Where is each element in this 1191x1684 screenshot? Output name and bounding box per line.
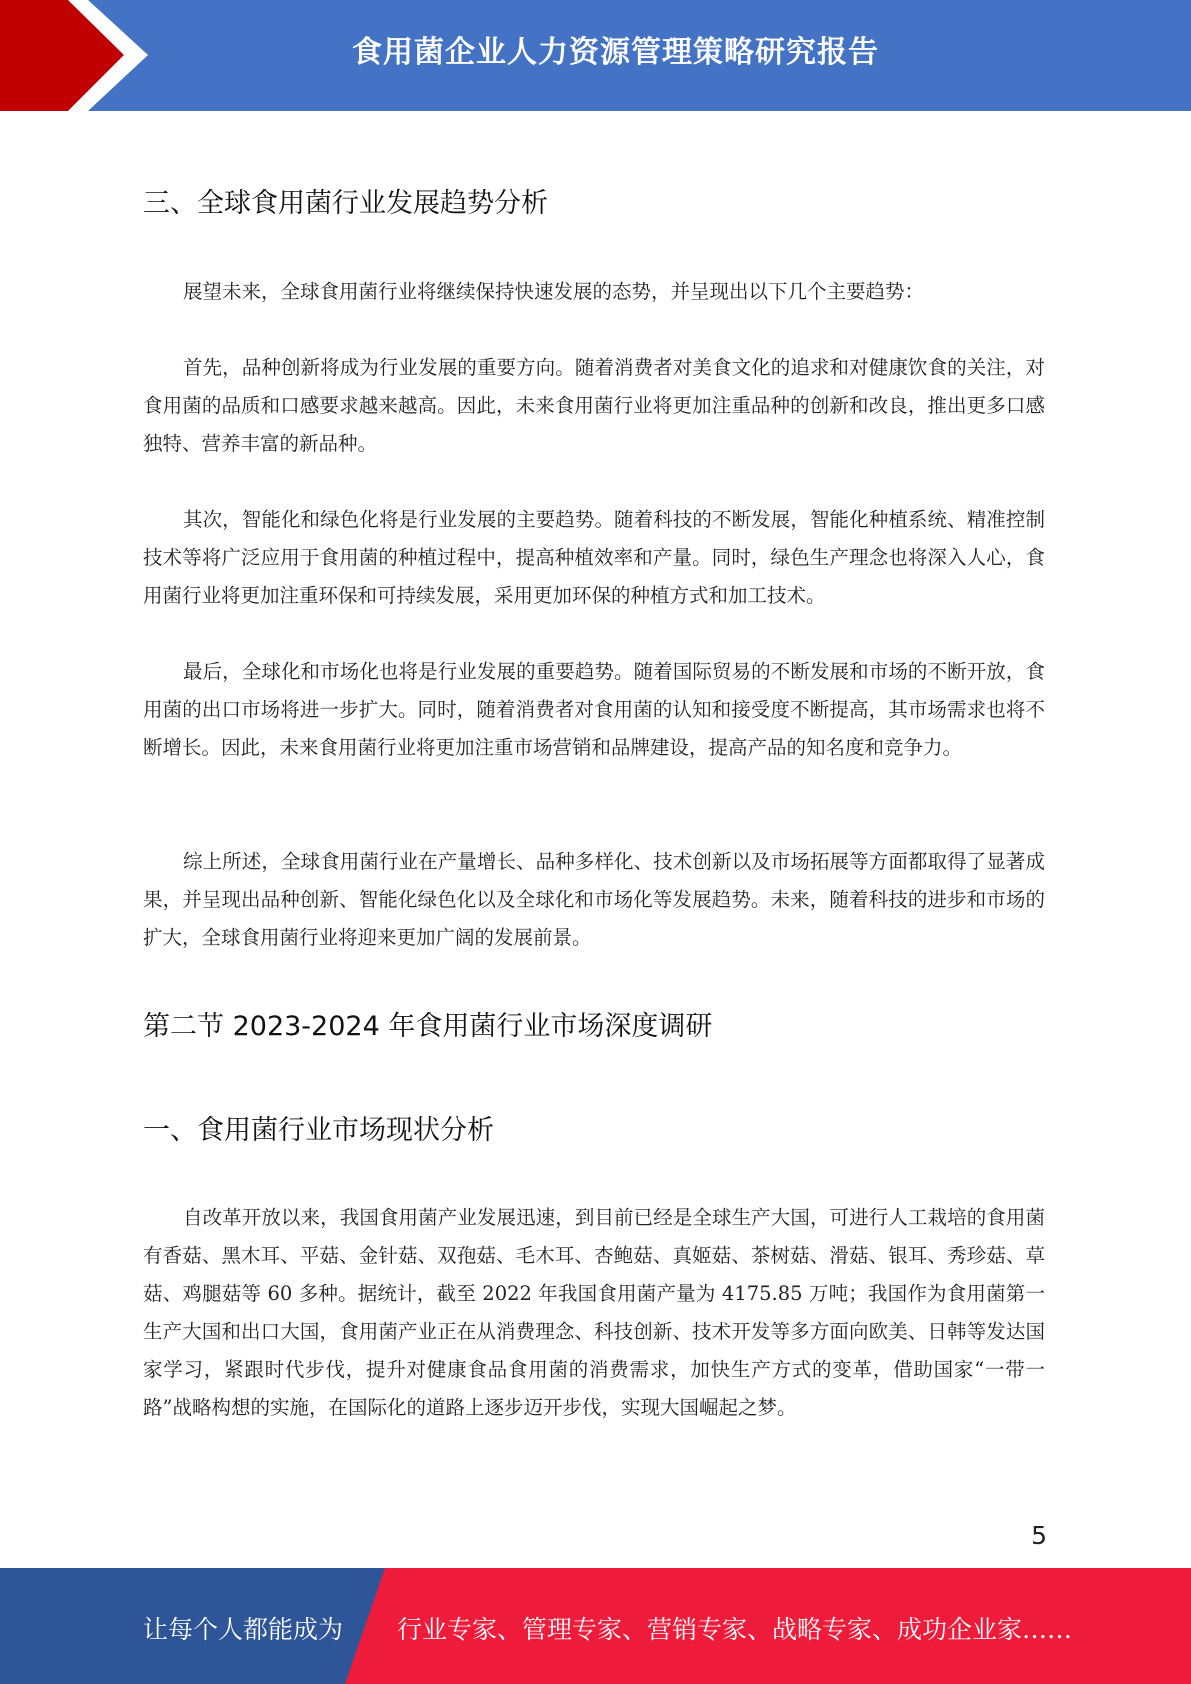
section-heading-global-trends: 三、全球食用菌行业发展趋势分析	[143, 188, 548, 219]
paragraph-globalization: 最后，全球化和市场化也将是行业发展的重要趋势。随着国际贸易的不断发展和市场的不断开放，食用菌的出口市场将进一步扩大。同时，随着消费者对食用菌的认知和接受度不断提高，其市场需求也将不断增长。因此，未来食用菌行业将更加注重市场营销和品牌建设，提高产品的知名度和竞争力。	[143, 660, 1045, 759]
paragraph-smart-green: 其次，智能化和绿色化将是行业发展的主要趋势。随着科技的不断发展，智能化种植系统、精准控制技术等将广泛应用于食用菌的种植过程中，提高种植效率和产量。同时，绿色生产理念也将深入人心，食用菌行业将更加注重环保和可持续发展，采用更加环保的种植方式和加工技术。	[143, 508, 1045, 607]
report-title: 食用菌企业人力资源管理策略研究报告	[352, 35, 879, 70]
paragraph-summary: 综上所述，全球食用菌行业在产量增长、品种多样化、技术创新以及市场拓展等方面都取得了显著成果，并呈现出品种创新、智能化绿色化以及全球化和市场化等发展趋势。未来，随着科技的进步和市场的扩大，全球食用菌行业将迎来更加广阔的发展前景。	[143, 850, 1045, 949]
page-header	[0, 0, 1191, 111]
chapter-heading-market-research: 第二节 2023-2024 年食用菌行业市场深度调研	[143, 1011, 713, 1042]
page-number: 5	[1031, 1521, 1047, 1550]
footer-slogan-left: 让每个人都能成为	[143, 1615, 344, 1644]
paragraph-market-status: 自改革开放以来，我国食用菌产业发展迅速，到目前已经是全球生产大国，可进行人工栽培的食用菌有香菇、黑木耳、平菇、金针菇、双孢菇、毛木耳、杏鲍菇、真姬菇、茶树菇、滑菇、银耳、秀珍菇、草菇、鸡腿菇等 60 多种。据统计，截至 2022 年我国食用菌产量为 4175.85 万吨；我国作为食用菌第一生产大国和出口大国，食用菌产业正在从消费理念、科技创新、技术开发等多方面向欧美、日韩等发达国家学习，紧跟时代步伐，提升对健康食品食用菌的消费需求，加快生产方式的变革，借助国家“一带一路”战略构想的实施，在国际化的道路上逐步迈开步伐，实现大国崛起之梦。	[143, 1206, 1045, 1419]
footer-slogan-right: 行业专家、管理专家、营销专家、战略专家、成功企业家……	[397, 1615, 1073, 1644]
paragraph-variety-innovation: 首先，品种创新将成为行业发展的重要方向。随着消费者对美食文化的追求和对健康饮食的关注，对食用菌的品质和口感要求越来越高。因此，未来食用菌行业将更加注重品种的创新和改良，推出更多口感独特、营养丰富的新品种。	[143, 356, 1045, 455]
section-heading-market-status: 一、食用菌行业市场现状分析	[143, 1115, 494, 1146]
paragraph-outlook: 展望未来，全球食用菌行业将继续保持快速发展的态势，并呈现出以下几个主要趋势：	[183, 280, 925, 303]
page-footer	[0, 1568, 1191, 1684]
